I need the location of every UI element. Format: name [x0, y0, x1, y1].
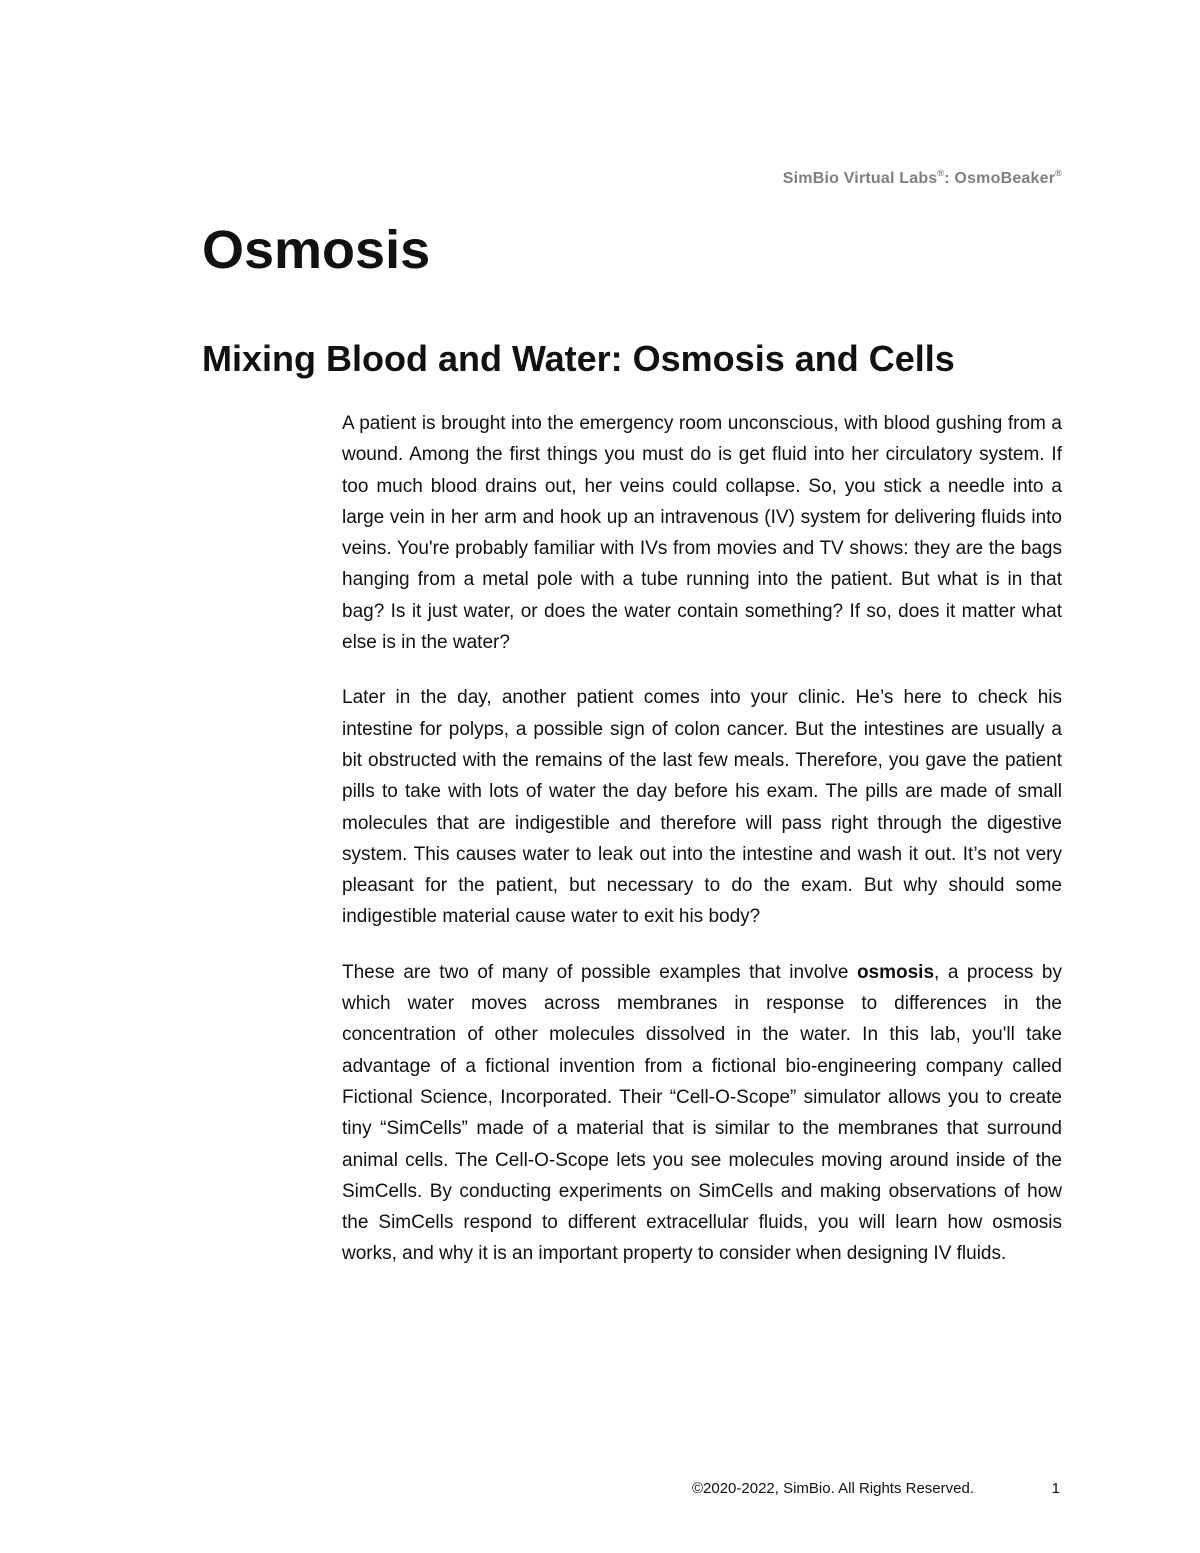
page-number: 1 — [1051, 1480, 1060, 1497]
paragraph-text: These are two of many of possible examples that involve — [342, 961, 857, 983]
registered-mark: ® — [937, 168, 945, 178]
header-module-name: : OsmoBeaker — [944, 170, 1056, 187]
paragraph-osmosis-intro — [342, 957, 1062, 1270]
running-header — [783, 170, 1062, 188]
paragraph-colon-exam: Later in the day, another patient comes into your clinic. He’s here to check his intestine for polyps, a possible sign of colon cancer. But the intestines are usually a bit obstructed with the remains of the last few meals. Therefore, you gave the patient pills to take with lots of water the day before his exam. The pills are made of small molecules that are indigestible and therefore will pass right through the digestive system. This causes water to leak out into the intestine and wash it out. It’s not very pleasant for the patient, but necessary to do the exam. But why should some indigestible material cause water to exit his body? — [342, 687, 1062, 928]
registered-mark: ® — [1055, 168, 1062, 178]
paragraph-text: , a process by which water moves across membranes in response to differences in the concentration of other molecules dissolved in the water. In this lab, you'll take advantage of a fictional invention from a fictional bio-engineering company called Fictional Science, Incorporated. Their “Cell-O-Scope” simulator allows you to create tiny “SimCells” made of a material that is similar to the membranes that surround animal cells. The Cell-O-Scope lets you see molecules moving around inside of the SimCells. By conducting experiments on SimCells and making observations of how the SimCells respond to different extracellular fluids, you will learn how osmosis works, and why it is an important property to consider when designing IV fluids. — [342, 961, 1062, 1265]
section-title: Mixing Blood and Water: Osmosis and Cells — [202, 338, 955, 379]
footer-copyright: ©2020-2022, SimBio. All Rights Reserved. — [691, 1480, 974, 1497]
body-text — [342, 408, 1062, 1294]
osmosis-term: osmosis — [856, 961, 935, 983]
paragraph-iv-patient: A patient is brought into the emergency room unconscious, with blood gushing from a wound. Among the first things you must do is get fluid into her circulatory system. If too much blood drains out, her veins could collapse. So, you stick a needle into a large vein in her arm and hook up an intravenous (IV) system for delivering fluids into veins. You're probably familiar with IVs from movies and TV shows: they are the bags hanging from a metal pole with a tube running into the patient. But what is in that bag? Is it just water, or does the water contain something? If so, does it matter what else is in the water? — [342, 413, 1062, 654]
page-title: Osmosis — [202, 220, 431, 280]
header-lab-name: SimBio Virtual Labs — [782, 170, 938, 187]
